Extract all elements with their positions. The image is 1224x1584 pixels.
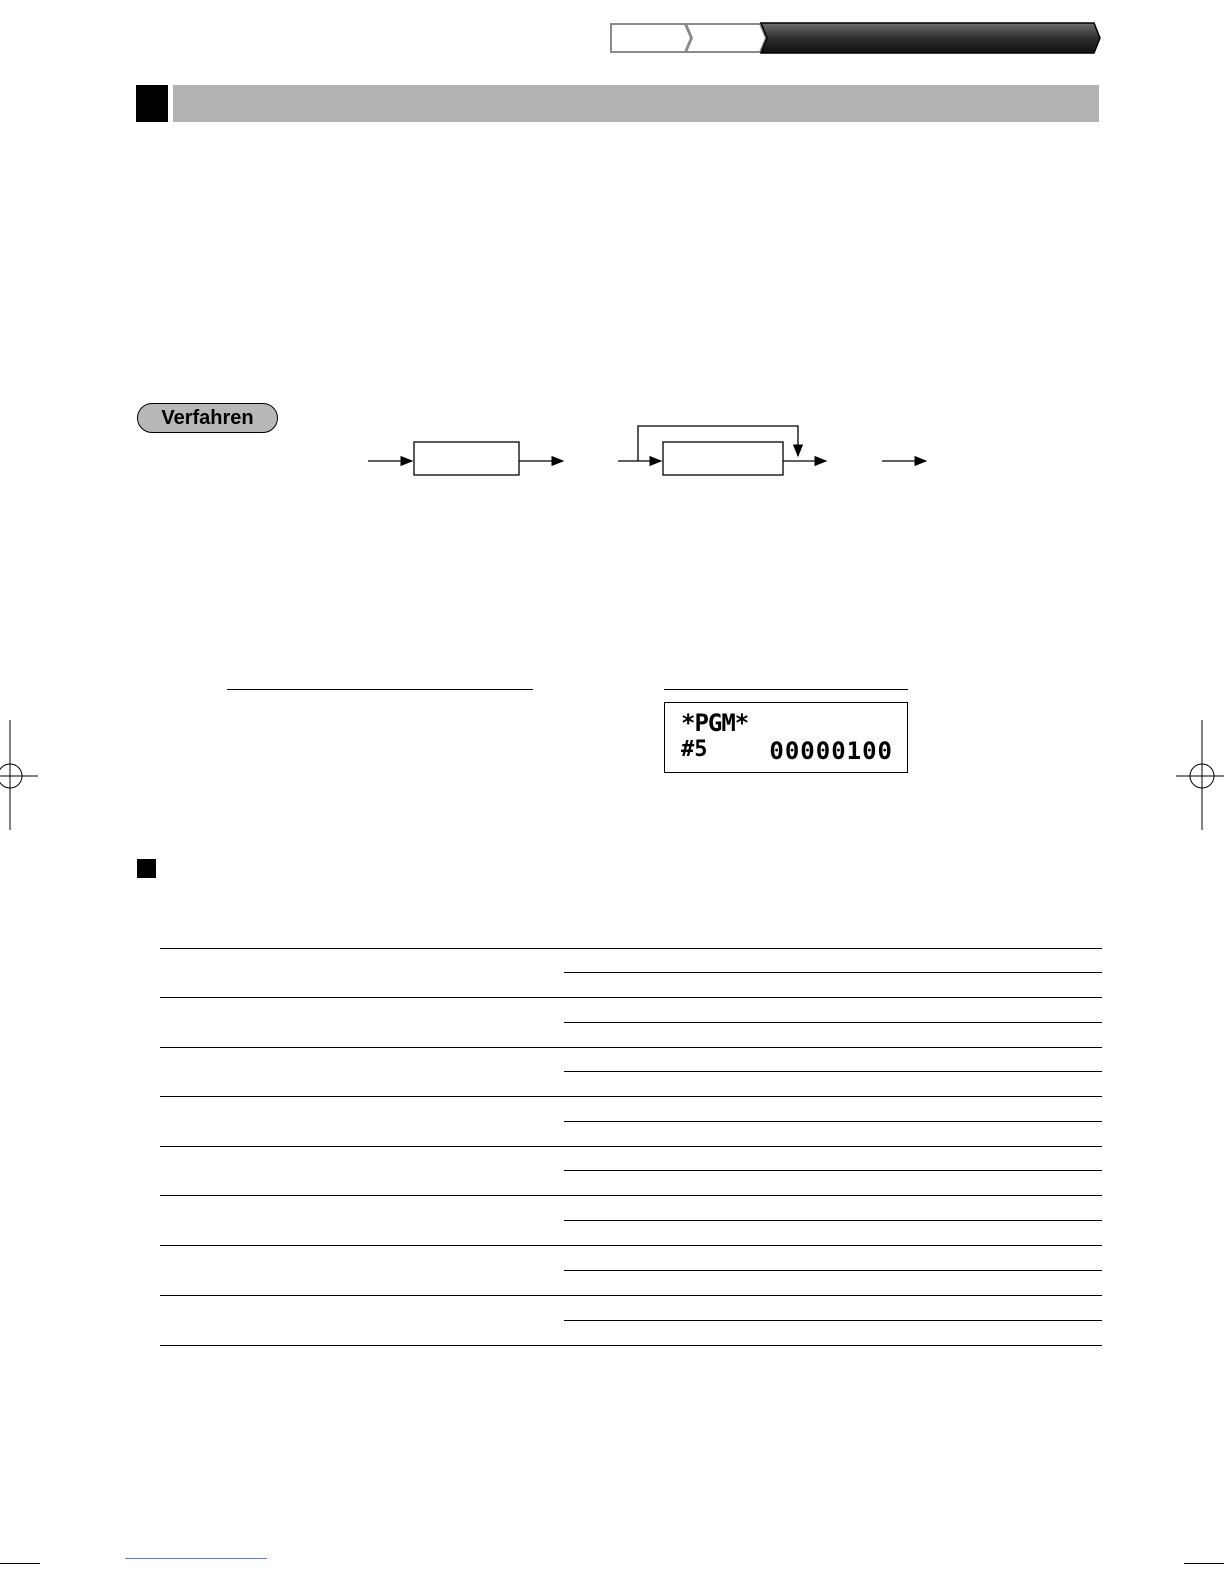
nav-tab-2: [686, 24, 766, 52]
procedure-label: Verfahren: [137, 403, 278, 433]
key-operation-rule: [227, 689, 533, 690]
section-title-bar: [173, 85, 1099, 122]
footer-link-line: [125, 1558, 267, 1559]
crop-mark-bottom-right: [1184, 1563, 1224, 1564]
table-row: [160, 1196, 1102, 1246]
registration-mark-right: [1176, 720, 1224, 832]
procedure-flow-diagram: [360, 418, 940, 488]
print-rule: [664, 689, 908, 690]
print-mode-line: *PGM*: [681, 709, 749, 737]
crop-mark-bottom-left: [0, 1563, 40, 1564]
print-sample: [664, 702, 908, 773]
print-setting-value: 00000100: [769, 737, 893, 765]
table-row: [160, 998, 1102, 1048]
print-job-number: #5: [681, 737, 708, 762]
registration-mark-left: [0, 720, 40, 832]
table-row: [160, 948, 1102, 998]
section-marker: [136, 85, 168, 122]
table-row: [160, 1246, 1102, 1296]
nav-tab-active: [761, 23, 1100, 53]
table-row: [160, 1296, 1102, 1346]
nav-tab-1: [611, 24, 691, 52]
print-value-line: [681, 737, 893, 765]
table-row: [160, 1047, 1102, 1097]
chapter-nav-tabs: [610, 22, 1102, 56]
subsection-marker: [137, 859, 156, 878]
table-row: [160, 1146, 1102, 1196]
table-row: [160, 1097, 1102, 1147]
flow-key-box-2: [663, 442, 783, 475]
flow-key-box-1: [414, 442, 519, 475]
